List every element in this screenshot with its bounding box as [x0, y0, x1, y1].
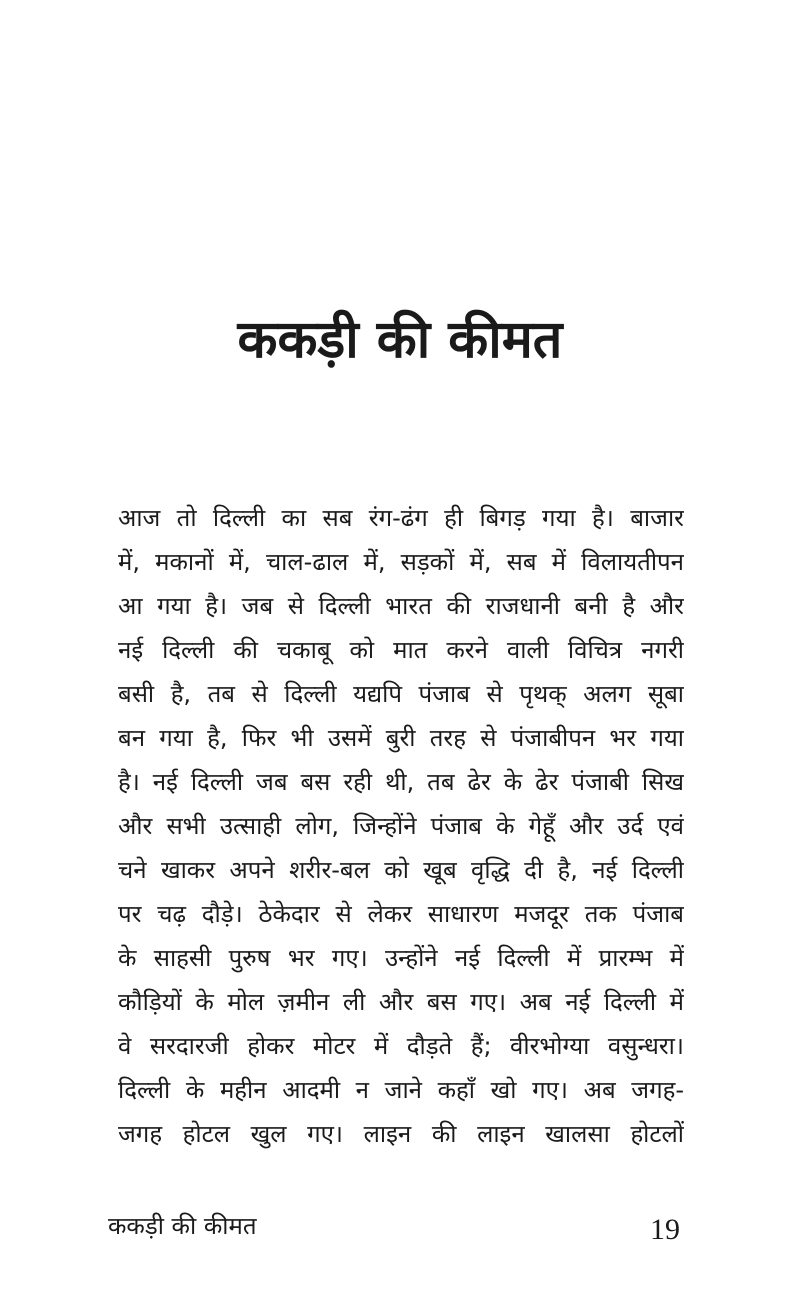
body-line: बन गया है, फिर भी उसमें बुरी तरह से पंजाबीपन भर गया	[118, 724, 684, 752]
body-line: आ गया है। जब से दिल्ली भारत की राजधानी बनी है और	[118, 592, 684, 620]
body-line: आज तो दिल्ली का सब रंग-ढंग ही बिगड़ गया है। बाजार	[118, 504, 684, 532]
chapter-title: ककड़ी की कीमत	[237, 310, 563, 370]
body-line: दिल्ली के महीन आदमी न जाने कहाँ खो गए। अब जगह-	[118, 1076, 684, 1104]
body-line: और सभी उत्साही लोग, जिन्होंने पंजाब के गेहूँ और उर्द एवं	[118, 812, 684, 840]
body-text	[118, 496, 684, 1156]
running-footer-title: ककड़ी की कीमत	[108, 1212, 257, 1240]
body-line: कौड़ियों के मोल ज़मीन ली और बस गए। अब नई दिल्ली में	[118, 988, 684, 1016]
body-line: वे सरदारजी होकर मोटर में दौड़ते हैं; वीरभोग्या वसुन्धरा।	[118, 1032, 684, 1060]
body-line: बसी है, तब से दिल्ली यद्यपि पंजाब से पृथक् अलग सूबा	[118, 680, 684, 708]
body-line: चने खाकर अपने शरीर-बल को खूब वृद्धि दी है, नई दिल्ली	[118, 856, 684, 884]
body-line: जगह होटल खुल गए। लाइन की लाइन खालसा होटलों	[118, 1120, 684, 1148]
body-line: के साहसी पुरुष भर गए। उन्होंने नई दिल्ली में प्रारम्भ में	[118, 944, 684, 972]
body-line: नई दिल्ली की चकाबू को मात करने वाली विचित्र नगरी	[118, 636, 684, 664]
page-number: 19	[650, 1213, 680, 1246]
body-line: में, मकानों में, चाल-ढाल में, सड़कों में, सब में विलायतीपन	[118, 548, 684, 576]
body-line: पर चढ़ दौड़े। ठेकेदार से लेकर साधारण मजदूर तक पंजाब	[118, 900, 684, 928]
body-line: है। नई दिल्ली जब बस रही थी, तब ढेर के ढेर पंजाबी सिख	[118, 768, 684, 796]
